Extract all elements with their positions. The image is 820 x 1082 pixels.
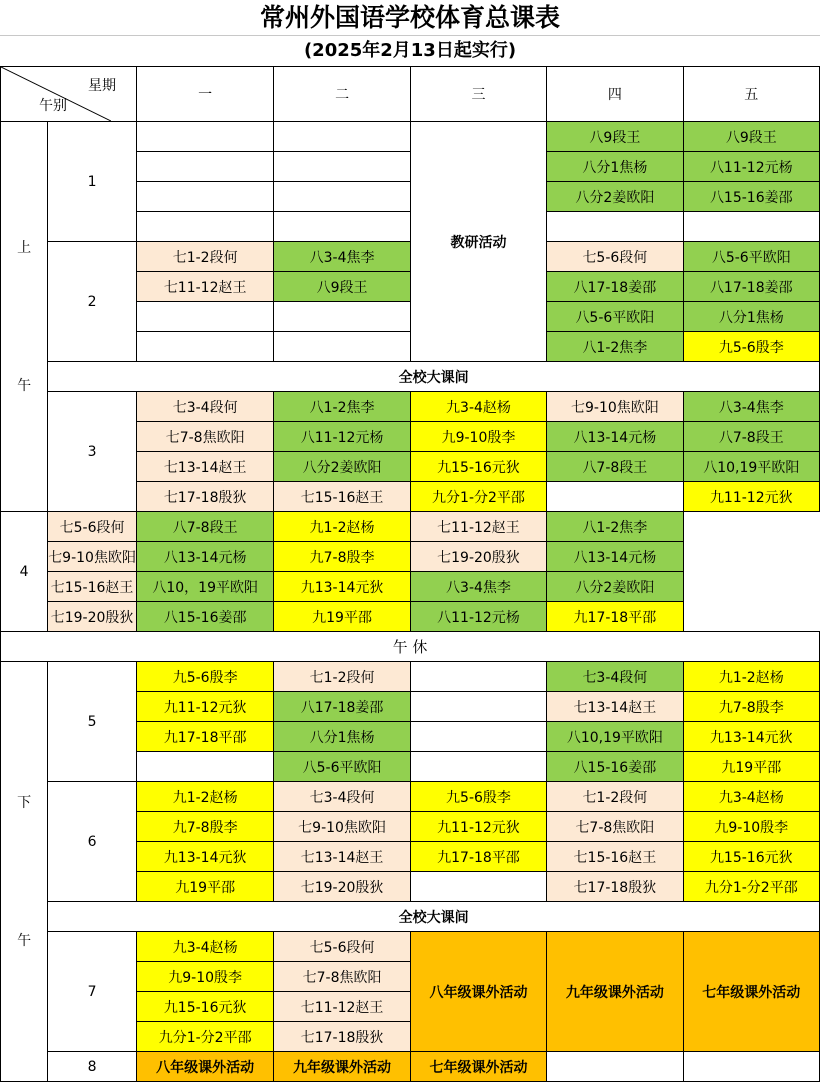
schedule-cell: 九13-14元狄 bbox=[683, 722, 819, 752]
weekday-label: 星期 bbox=[87, 78, 116, 94]
schedule-cell: 八5-6平欧阳 bbox=[683, 242, 819, 272]
schedule-cell: 七1-2段何 bbox=[136, 242, 273, 272]
schedule-cell: 七5-6段何 bbox=[48, 512, 137, 542]
schedule-cell: 七13-14赵王 bbox=[547, 692, 683, 722]
schedule-cell: 九9-10殷李 bbox=[136, 962, 273, 992]
activity-cell-thu: 九年级课外活动 bbox=[547, 932, 683, 1052]
schedule-cell: 八13-14元杨 bbox=[547, 422, 683, 452]
schedule-cell: 九3-4赵杨 bbox=[136, 932, 273, 962]
schedule-cell: 九7-8殷李 bbox=[683, 692, 819, 722]
schedule-cell bbox=[683, 212, 819, 242]
schedule-cell: 七15-16赵王 bbox=[547, 842, 683, 872]
period-label-1: 1 bbox=[48, 122, 137, 242]
schedule-cell: 八10,19平欧阳 bbox=[683, 452, 819, 482]
schedule-cell: 八13-14元杨 bbox=[547, 542, 683, 572]
schedule-cell: 九7-8殷李 bbox=[136, 812, 273, 842]
schedule-cell: 八9段王 bbox=[547, 122, 683, 152]
schedule-cell bbox=[547, 482, 683, 512]
schedule-cell bbox=[547, 212, 683, 242]
schedule-cell: 七7-8焦欧阳 bbox=[547, 812, 683, 842]
schedule-cell: 八7-8段王 bbox=[683, 422, 819, 452]
schedule-cell: 九9-10殷李 bbox=[410, 422, 546, 452]
schedule-grid bbox=[0, 66, 820, 1082]
schedule-cell: 七9-10焦欧阳 bbox=[274, 812, 410, 842]
schedule-cell: 八3-4焦李 bbox=[410, 572, 546, 602]
schedule-cell: 八1-2焦李 bbox=[547, 332, 683, 362]
activity-cell: 七年级课外活动 bbox=[410, 1052, 546, 1082]
schedule-cell: 七3-4段何 bbox=[547, 662, 683, 692]
schedule-cell: 八10，19平欧阳 bbox=[136, 572, 273, 602]
schedule-cell bbox=[410, 662, 546, 692]
divider bbox=[0, 35, 820, 36]
schedule-cell: 九15-16元狄 bbox=[410, 452, 546, 482]
schedule-cell: 九5-6殷李 bbox=[410, 782, 546, 812]
break-band: 全校大课间 bbox=[48, 902, 820, 932]
schedule-cell: 九11-12元狄 bbox=[136, 692, 273, 722]
schedule-cell bbox=[274, 152, 410, 182]
schedule-cell: 七9-10焦欧阳 bbox=[547, 392, 683, 422]
schedule-cell: 九分1-分2平邵 bbox=[683, 872, 819, 902]
schedule-cell bbox=[410, 722, 546, 752]
schedule-cell: 八11-12元杨 bbox=[274, 422, 410, 452]
schedule-cell: 七7-8焦欧阳 bbox=[136, 422, 273, 452]
page-subtitle: (2025年2月13日起实行) bbox=[303, 40, 517, 61]
schedule-cell: 七5-6段何 bbox=[547, 242, 683, 272]
schedule-cell: 七11-12赵王 bbox=[410, 512, 546, 542]
section-afternoon: 下 午 bbox=[1, 662, 48, 1082]
schedule-cell: 九7-8殷李 bbox=[274, 542, 410, 572]
schedule-cell: 七19-20殷狄 bbox=[48, 602, 137, 632]
schedule-cell: 七17-18殷狄 bbox=[547, 872, 683, 902]
schedule-cell: 九5-6殷李 bbox=[683, 332, 819, 362]
schedule-cell: 八17-18姜邵 bbox=[683, 272, 819, 302]
schedule-cell bbox=[547, 1052, 683, 1082]
research-activity: 教研活动 bbox=[410, 122, 546, 362]
schedule-cell: 八分2姜欧阳 bbox=[547, 182, 683, 212]
noon-band: 午 休 bbox=[1, 632, 820, 662]
schedule-cell: 九5-6殷李 bbox=[136, 662, 273, 692]
period-label-8: 8 bbox=[48, 1052, 137, 1082]
schedule-cell: 八7-8段王 bbox=[136, 512, 273, 542]
schedule-cell: 九15-16元狄 bbox=[683, 842, 819, 872]
schedule-cell bbox=[136, 152, 273, 182]
day-header-mon: 一 bbox=[136, 67, 273, 122]
schedule-cell: 八13-14元杨 bbox=[136, 542, 273, 572]
schedule-cell: 九13-14元狄 bbox=[136, 842, 273, 872]
schedule-cell: 八分2姜欧阳 bbox=[274, 452, 410, 482]
schedule-cell: 七11-12赵王 bbox=[274, 992, 410, 1022]
schedule-cell: 七5-6段何 bbox=[274, 932, 410, 962]
schedule-cell: 九19平邵 bbox=[274, 602, 410, 632]
activity-cell: 八年级课外活动 bbox=[136, 1052, 273, 1082]
corner-header bbox=[1, 67, 137, 122]
activity-cell: 九年级课外活动 bbox=[274, 1052, 410, 1082]
schedule-cell bbox=[136, 332, 273, 362]
schedule-cell bbox=[136, 182, 273, 212]
schedule-cell: 八9段王 bbox=[274, 272, 410, 302]
schedule-cell: 八5-6平欧阳 bbox=[547, 302, 683, 332]
schedule-cell: 九19平邵 bbox=[683, 752, 819, 782]
schedule-cell: 七1-2段何 bbox=[547, 782, 683, 812]
schedule-cell: 七17-18殷狄 bbox=[136, 482, 273, 512]
schedule-cell: 八17-18姜邵 bbox=[547, 272, 683, 302]
schedule-cell bbox=[136, 212, 273, 242]
schedule-cell: 九17-18平邵 bbox=[410, 842, 546, 872]
schedule-cell: 九1-2赵杨 bbox=[136, 782, 273, 812]
schedule-cell bbox=[136, 302, 273, 332]
schedule-table bbox=[0, 66, 820, 1082]
day-header-fri: 五 bbox=[683, 67, 819, 122]
schedule-cell: 八1-2焦李 bbox=[547, 512, 683, 542]
schedule-cell: 八5-6平欧阳 bbox=[274, 752, 410, 782]
header-row bbox=[1, 67, 820, 122]
period-label-5: 5 bbox=[48, 662, 137, 782]
schedule-cell: 七19-20殷狄 bbox=[410, 542, 546, 572]
schedule-cell bbox=[136, 122, 273, 152]
schedule-cell bbox=[683, 1052, 819, 1082]
schedule-cell bbox=[274, 302, 410, 332]
page-title: 常州外国语学校体育总课表 bbox=[259, 3, 560, 32]
schedule-cell bbox=[274, 332, 410, 362]
schedule-cell: 七17-18殷狄 bbox=[274, 1022, 410, 1052]
schedule-cell: 八3-4焦李 bbox=[683, 392, 819, 422]
schedule-cell: 八分1焦杨 bbox=[683, 302, 819, 332]
schedule-cell: 七15-16赵王 bbox=[274, 482, 410, 512]
schedule-cell: 八15-16姜邵 bbox=[683, 182, 819, 212]
period-label-2: 2 bbox=[48, 242, 137, 362]
schedule-cell: 九3-4赵杨 bbox=[683, 782, 819, 812]
schedule-cell bbox=[136, 752, 273, 782]
schedule-cell: 七3-4段何 bbox=[136, 392, 273, 422]
schedule-cell bbox=[410, 692, 546, 722]
schedule-cell: 七3-4段何 bbox=[274, 782, 410, 812]
schedule-cell: 八3-4焦李 bbox=[274, 242, 410, 272]
schedule-cell: 八15-16姜邵 bbox=[136, 602, 273, 632]
schedule-cell: 七19-20殷狄 bbox=[274, 872, 410, 902]
day-header-wed: 三 bbox=[410, 67, 546, 122]
schedule-cell: 八10,19平欧阳 bbox=[547, 722, 683, 752]
schedule-cell bbox=[410, 752, 546, 782]
period-label: 午别 bbox=[39, 98, 67, 114]
activity-cell-wed: 八年级课外活动 bbox=[410, 932, 546, 1052]
break-band: 全校大课间 bbox=[48, 362, 820, 392]
schedule-cell: 九15-16元狄 bbox=[136, 992, 273, 1022]
schedule-cell: 八7-8段王 bbox=[547, 452, 683, 482]
day-header-tue: 二 bbox=[274, 67, 410, 122]
period-label-3: 3 bbox=[48, 392, 137, 512]
period-label-7: 7 bbox=[48, 932, 137, 1052]
schedule-cell: 九13-14元狄 bbox=[274, 572, 410, 602]
section-morning: 上 午 bbox=[1, 122, 48, 512]
schedule-cell: 九17-18平邵 bbox=[547, 602, 683, 632]
schedule-cell: 八分2姜欧阳 bbox=[547, 572, 683, 602]
schedule-cell: 九3-4赵杨 bbox=[410, 392, 546, 422]
schedule-cell: 七11-12赵王 bbox=[136, 272, 273, 302]
schedule-cell: 八15-16姜邵 bbox=[547, 752, 683, 782]
schedule-cell bbox=[274, 122, 410, 152]
schedule-cell bbox=[274, 182, 410, 212]
activity-cell-fri: 七年级课外活动 bbox=[683, 932, 819, 1052]
schedule-cell: 七13-14赵王 bbox=[274, 842, 410, 872]
schedule-cell: 九11-12元狄 bbox=[410, 812, 546, 842]
schedule-cell bbox=[274, 212, 410, 242]
schedule-cell: 八分1焦杨 bbox=[274, 722, 410, 752]
schedule-cell: 九1-2赵杨 bbox=[683, 662, 819, 692]
schedule-cell: 七1-2段何 bbox=[274, 662, 410, 692]
schedule-cell: 九分1-分2平邵 bbox=[136, 1022, 273, 1052]
schedule-cell: 八9段王 bbox=[683, 122, 819, 152]
schedule-cell bbox=[410, 872, 546, 902]
schedule-cell: 七15-16赵王 bbox=[48, 572, 137, 602]
schedule-cell: 九11-12元狄 bbox=[683, 482, 819, 512]
schedule-cell: 八11-12元杨 bbox=[410, 602, 546, 632]
schedule-cell: 九19平邵 bbox=[136, 872, 273, 902]
day-header-thu: 四 bbox=[547, 67, 683, 122]
schedule-cell: 九17-18平邵 bbox=[136, 722, 273, 752]
period-label-6: 6 bbox=[48, 782, 137, 902]
schedule-cell: 八分1焦杨 bbox=[547, 152, 683, 182]
schedule-cell: 八17-18姜邵 bbox=[274, 692, 410, 722]
schedule-cell: 七7-8焦欧阳 bbox=[274, 962, 410, 992]
schedule-cell: 八1-2焦李 bbox=[274, 392, 410, 422]
schedule-cell: 九9-10殷李 bbox=[683, 812, 819, 842]
schedule-cell: 七13-14赵王 bbox=[136, 452, 273, 482]
schedule-cell: 八11-12元杨 bbox=[683, 152, 819, 182]
schedule-cell: 九分1-分2平邵 bbox=[410, 482, 546, 512]
schedule-cell: 七9-10焦欧阳 bbox=[48, 542, 137, 572]
schedule-cell: 九1-2赵杨 bbox=[274, 512, 410, 542]
period-label-4: 4 bbox=[1, 512, 48, 632]
